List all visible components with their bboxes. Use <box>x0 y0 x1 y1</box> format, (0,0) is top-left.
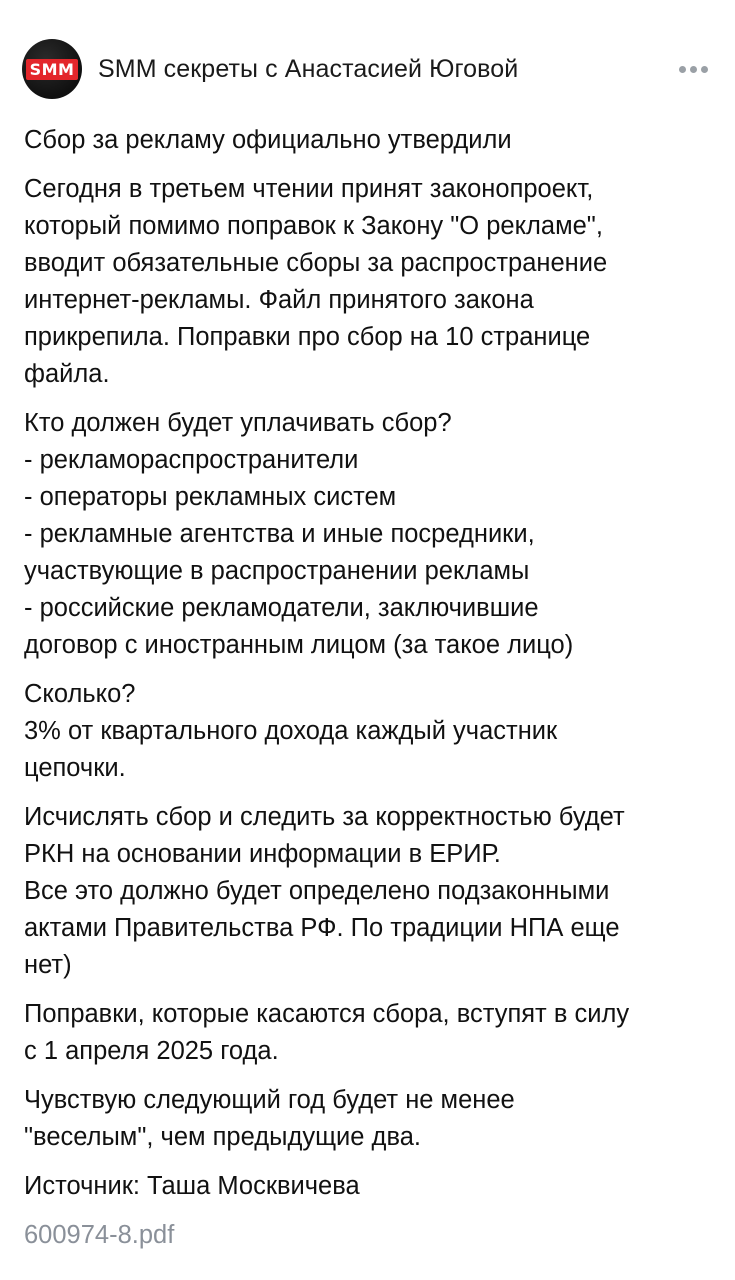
post-paragraph: Чувствую следующий год будет не менее "веселым", чем предыдущие два. <box>24 1086 515 1151</box>
avatar[interactable] <box>22 39 82 99</box>
avatar-logo: SMM <box>26 59 79 80</box>
more-horizontal-icon <box>679 66 686 73</box>
post-paragraph: Сегодня в третьем чтении принят законопроект, который помимо поправок к Закону "О рекламе", вводит обязательные сборы за распространение интернет-рекламы. Файл принятого закона прикрепила. Поправки про сбор на 10 странице файла. <box>24 175 608 388</box>
post-paragraph: Кто должен будет уплачивать сбор? - рекламораспространители - операторы рекламных систем - рекламные агентства и иные посредники, участвующие в распространении рекламы - российские рекламодатели, заключившие договор с иностранным лицом (за такое лицо) <box>24 409 574 659</box>
post-body <box>24 122 714 1254</box>
post-header <box>22 38 713 100</box>
author-name[interactable]: SMM секреты с Анастасией Юговой <box>98 54 519 83</box>
more-horizontal-icon <box>690 66 697 73</box>
post-title: Сбор за рекламу официально утвердили <box>24 126 512 154</box>
attachment-link[interactable]: 600974-8.pdf <box>24 1221 175 1249</box>
post-source: Источник: Таша Москвичева <box>24 1172 360 1200</box>
more-horizontal-icon <box>701 66 708 73</box>
post-paragraph: Сколько? 3% от квартального дохода каждый участник цепочки. <box>24 680 558 782</box>
more-button[interactable] <box>673 54 713 84</box>
post-paragraph: Поправки, которые касаются сбора, вступят в силу с 1 апреля 2025 года. <box>24 1000 630 1065</box>
post-paragraph: Исчислять сбор и следить за корректностью будет РКН на основании информации в ЕРИР. Все это должно будет определено подзаконными актами Правительства РФ. По традиции НПА еще нет) <box>24 803 625 979</box>
